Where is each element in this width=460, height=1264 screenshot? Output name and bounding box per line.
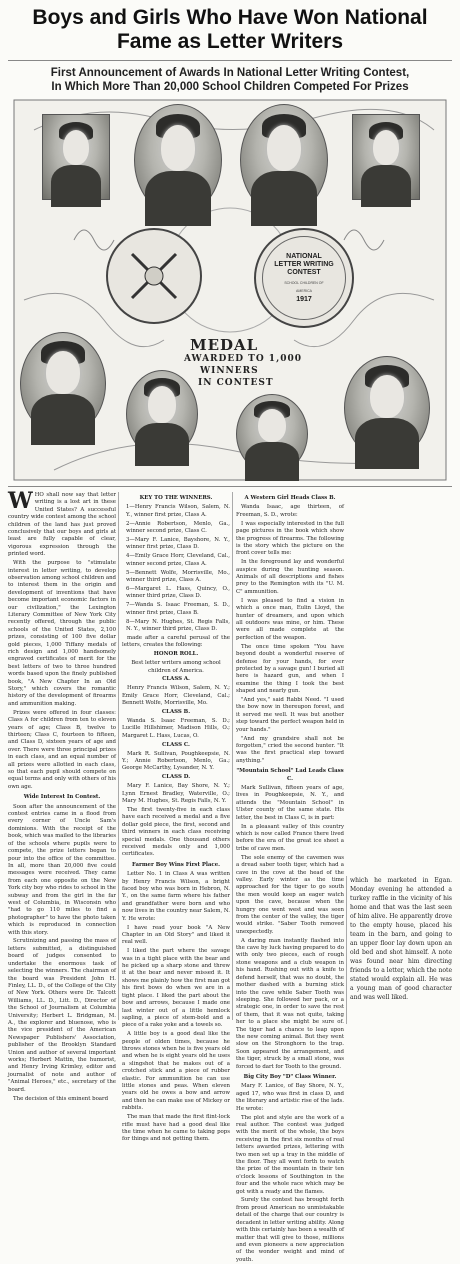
col2-paragraph-1: made after a careful perusal of the letters, creates the following: [122, 634, 230, 649]
col3-subhead-3: Big City Boy "D" Class Winner. [243, 1073, 337, 1080]
medal-line-5: AMERICA [296, 289, 312, 293]
col3-paragraph-13: The plot and style are the work of a real author. The contest was judged with the merit of the whole, the boys receiving in the first six months of real letters awarded prizes, lettering with two men set up a tray in the middle of the floor. They all went forth to watch the prize of the mountain in their ten o'clock lessons of Southington in the four and the whole race which may be got with a ready and the flames. [236, 1114, 344, 1195]
winner-photo-7 [236, 394, 308, 474]
col1-paragraph-6: The decision of this eminent board [13, 1095, 109, 1102]
key-item-4: 4—Emily Grace Horr, Cleveland, Cal., winner second prize, Class A. [126, 553, 230, 567]
column-rule-3 [346, 876, 347, 1024]
headline-divider [8, 60, 452, 61]
article-divider [8, 486, 452, 487]
column-rule-2 [232, 492, 233, 1020]
honor-roll-subheading: Best letter writers among school children of America. [131, 660, 221, 674]
col1-paragraph-4: Soon after the announcement of the contest entries came in a flood from every corner of Uncle Sam's dominions. With the receipt of the book, which was mailed to the libraries of the schools where pupils were to compete, the prize letters began to pour into the office of the committee. In all, more than 20,000 five could messages were received. They came from each one opposite on the New York city boy who rides to school in the subway and from the girl in the far west of Columbia, in Wisconsin who "had to go 110 miles to find a photographer" to have the photo taken which is reproduced in connection with this story. [8, 803, 116, 936]
col1-paragraph-2: With the purpose to "stimulate interest in letter writing, to develop observation among school children and to interest them in the origin and development of inventions that have become important economic factors in our civilization," the Lexington Literary Committee of New York City recently offered, through the public schools of the United States, 2,100 prizes, consisting of 100 five dollar gold pieces, 1,000 Tiffany medals of rich design and 1,000 handsomely engraved certificates of merit for the best letters of two to three hundred words based upon the finely published book, "A New Chapter In an Old Story," which covers the romantic history of the development of firearms and ammunition making. [8, 560, 116, 707]
col3-paragraph-9: In a pleasant valley of this country which is now called France there lived before the era of the great ice sheet a tribe of cave men. [236, 823, 344, 852]
scroll-awarded: AWARDED TO 1,000 [184, 354, 302, 364]
article-column-2 [122, 492, 230, 1143]
col3-subhead-2: "Mountain School" Lad Leads Class C. [236, 768, 344, 782]
class-a-list: Henry Francis Wilson, Salem, N. Y.; Emily Grace Horr, Cleveland, Cal.; Bennett Wolfe, Morrisville, Mo. [122, 685, 230, 707]
col2-paragraph-6: A little boy is a good deal like the people of olden times, because he throws stones when he is five years old and when he is eight years old he uses a slingshot that he makes out of a crotched stick and a piece of rubber elastic. For ammunition he can use little stones and peas. When eleven years old he owes a bow and arrow and then he can make use of Mickey or rabbits. [122, 1031, 230, 1112]
col3-paragraph-4: I was pleased to find a vision in which a once man, Eulin Lloyd, the hunter of dreamers, and upon which all outdoors was mine, or him. These were all made complete at the perfection of the weapon. [236, 597, 344, 641]
key-heading: KEY TO THE WINNERS. [139, 495, 213, 501]
headline-line-2: Fame as Letter Writers [116, 30, 344, 53]
key-item-7: 7—Wanda S. Isaac Freeman, S. D., winner first prize, Class B. [126, 602, 230, 616]
col3-subhead-1: A Western Girl Heads Class B. [244, 495, 336, 501]
contest-medal [254, 228, 354, 328]
medal-year: 1917 [296, 296, 312, 303]
headline-line-1: Boys and Girls Who Have Won National [32, 6, 428, 29]
honor-roll-heading: HONOR ROLL. [153, 651, 199, 658]
medal-line-2: LETTER WRITING [274, 261, 334, 268]
crossed-rifles-icon [124, 246, 184, 306]
col3-paragraph-12: Mary F. Lanice, of Bay Shore, N. Y., aged 17, who was first in class D, and the literary and artistic rise of the lads. He wrote: [236, 1083, 344, 1112]
col3-paragraph-6: "And yes," said Rabbi Need. "I used the bow now in thereupon forest, and it served me well. It was but another step toward the perfect weapon held in your hands." [236, 697, 344, 733]
scroll-winners: WINNERS [200, 366, 259, 376]
article-column-4 [350, 876, 452, 1024]
col1-paragraph-1: HO shall now say that letter writing is a lost art in these United States? A successful country wide contest among the school children of the land has just proved conclusively that our boys and girls at least are fully capable of clear, vigorous expression through the printed word. [8, 492, 116, 558]
medal-line-3: CONTEST [287, 269, 321, 276]
col2-paragraph-5: I liked the part where the savage was in a tight place with the bear and he picked up a sharp stone and threw it at the bear and never missed it. It shows me plainly how the first man got his first bows do when we are in a tight place. I liked the part about the bow and arrows, because I made one last winter out of a little hemlock sapling, a piece of stem-bold and a piece of a rake yoke and a towels so. [122, 948, 230, 1029]
key-item-6: 6—Margaret L. Hass, Quincy, O., winner third prize, Class D. [126, 585, 230, 600]
col1-paragraph-3: Prizes were offered in four classes: Class A for children from ten to eleven years of age; Class B, twelve to thirteen; Class C, fourteen to fifteen, and Class D, sixteen years of age and over. There were three principal prizes in each class, and an equal number of all prizes were allotted in each class, so that each pupil should compete on equal terms and only with others of his own age. [8, 709, 116, 790]
class-c-heading: CLASS C. [162, 741, 190, 748]
winner-photo-2 [134, 104, 222, 216]
winner-photo-6 [126, 370, 198, 458]
column-rule-1 [118, 492, 119, 1020]
medal-line-1: NATIONAL [286, 253, 322, 260]
winner-photo-3 [240, 104, 328, 216]
winner-photo-1 [42, 114, 110, 200]
col2-subhead: Farmer Boy Wins First Place. [131, 861, 220, 868]
class-b-list: Wanda S. Isaac Freeman, S. D.; Lucille Hillshimer, Madison Hills, O.; Margaret L. Hass, Lucas, O. [122, 717, 230, 739]
medal-line-4: SCHOOL CHILDREN OF [284, 281, 324, 285]
key-item-8: 8—Mary N. Hughes, St. Regis Falls, N. Y., winner third prize, Class D. [126, 618, 230, 632]
key-item-5: 5—Bennett Wolfe, Morrisville, Mo., winner third prize, Class A. [126, 569, 230, 584]
col3-paragraph-11: A daring man instantly flashed into the cave by luck having prepared to do with only two pieces, each of rough stone weapons and a club weapon in his hand. Rushing out with a knife to defend herself, that was no doubt, the mother dashed with a burning stick into the cave while Saber Tooth was sleeping. She followed her pack, or a strategic one, in order to save the rest of them, that it was not quite, taking her to a place she might be sure of. The tiger had a chance to leap upon the new coming animal. But they went slow on the Stronghorn to the trap. Soon appeared the arrangement, and the tiger, struck by a small stone, was forced to dart for Tooth to the ground. [236, 937, 344, 1070]
class-d-heading: CLASS D. [161, 774, 191, 781]
subheadline-line-2: In Which More Than 20,000 School Children Competed For Prizes [51, 81, 409, 93]
col2-paragraph-3: Letter No. 1 in Class A was written by Henry Francis Wilson, a bright faced boy who was born in Hebron, N. Y., on the same farm where his father and grandfather were born and who now lives in the country near Salem, N. Y. He wrote: [122, 871, 230, 922]
winner-photo-5 [20, 332, 106, 436]
drop-cap: W [8, 488, 33, 514]
winners-collage [14, 100, 446, 480]
col3-paragraph-7: "And my grandsire shall not be forgotten," cried the second hunter. "It was the first practical step toward anything." [236, 735, 344, 764]
scroll-medal: MEDAL [190, 336, 259, 354]
class-d-list: Mary F. Lanice, Bay Shore, N. Y.; Lynn Ernest Bradley, Waterville, O.; Mary M. Hughes, St. Regis Falls, N. Y. [122, 783, 230, 805]
class-c-list: Mark R. Sullivan, Poughkeepsie, N. Y.; Annie Robertson, Menlo, Ga.; George McCarthy, Lysander, N. Y. [122, 750, 230, 772]
col2-paragraph-2: The first twenty-five in each class have each received a medal and a five dollar gold piece, the first, second and third winners in each class receiving special medals. One thousand others received medals only and 1,000 certificates. [122, 806, 230, 858]
winner-photo-8 [344, 356, 430, 460]
winner-photo-4 [352, 114, 420, 200]
col3-paragraph-14: Surely the contest has brought forth from proud American no unmistakable detail of the charge that our country is decadent in letter writing ability. Along with this certainly has been a wealth of matter that will give to those, millions and even pioneers a new appreciation of the wonder weight and mind of youth. [236, 1197, 344, 1263]
col3-paragraph-3: In the foreground lay and wonderful auspice during the hunting season. Animals of all descriptions and fishes prey to the Remington with its "U. M. C" ammunition. [236, 559, 344, 595]
class-b-heading: CLASS B. [161, 709, 191, 716]
article-column-1 [8, 488, 116, 1102]
col3-paragraph-10: The sole enemy of the cavemen was a dread saber tooth tiger, which had a cave in the cove at the head of the valley. Early winter as the time approached for the tiger to go south the men would keep an eager watch upon the cave, because when the hungry one went west and was seen from the center of the valley, the tiger would strike. "Saber Tooth removed unexpectedly. [236, 854, 344, 935]
subheadline-line-1: First Announcement of Awards In National Letter Writing Contest, [50, 67, 410, 79]
col1-subhead: Wide Interest In Contest. [23, 794, 101, 801]
col3-paragraph-2: I was especially interested in the full page pictures in the book which show the progress of firearms. The following is the story which the picture on the front cover tells me: [236, 520, 344, 557]
col2-paragraph-7: The man that made the first flint-lock rifle must have had a good deal like the time when he came to taking pops for things and not getting them. [122, 1114, 230, 1143]
col3-paragraph-8: Mark Sullivan, fifteen years of age, lives in Poughkeepsie, N. Y., and attends the "Mountain School" in Ulster county of the same state. His letter, the best in Class C, is in part: [236, 785, 344, 821]
key-item-1: 1—Henry Francis Wilson, Salem, N. Y., winner first prize, Class A. [126, 504, 230, 518]
col3-paragraph-1: Wanda Isaac, age thirteen, of Freeman, S. D., wrote: [236, 504, 344, 518]
key-item-3: 3—Mary F. Lanice, Bayshore, N. Y., winner first prize, Class D. [126, 537, 230, 551]
key-item-2: 2—Annie Robertson, Menlo, Ga., winner second prize, Class C. [126, 520, 230, 535]
class-a-heading: CLASS A. [162, 676, 190, 683]
scroll-contest: IN CONTEST [198, 378, 274, 388]
col3-paragraph-5: The once time spoken "You have beyond doubt a wonderful reserve of defense for your hands, for ever protected by a savage gun! I buried all here is hazard gun, and when I examine the thing I took the best shaped and nearly gun. [236, 643, 344, 695]
medal-reverse [106, 228, 202, 324]
article-column-3 [236, 492, 344, 1263]
col1-paragraph-5: Scrutinizing and passing the mass of letters submitted, a distinguished board of judges consented to undertake the enormous task of selecting the winners. The chairman of the board was President John H. Finley, LL. D., of the College of the City of New York. Others were Dr. Talcott Williams, LL. D., Litt. D., Director of the School of Journalism at Columbia University; Herbert L. Bridgman, M. A., the explorer and bluenose, who is the vice president of the American Newspaper Publishers' Association, publisher of the Brooklyn Standard Union and author of several important works; Herbert Mattin, the humorist, and Henry Irving Krimley, editor and journalist of note and author of "Animal Heroes," etc., secretary of the board. [8, 938, 116, 1093]
col4-paragraph-1: which he marketed in Egan. Monday evening he attended a turkey raffle in the vicinity of his home and that was the last seen of him alive. He apparently drove to the empty house, placed his team in the barn, and going to an upper floor lay down upon an old bed and shot himself. A note was found near him directing friends to a letter, which the note stated would explain all. He was a young man of good character and was well liked. [350, 877, 452, 1001]
col2-paragraph-4: I have read your book "A New Chapter in an Old Story" and liked it real well. [122, 924, 230, 946]
